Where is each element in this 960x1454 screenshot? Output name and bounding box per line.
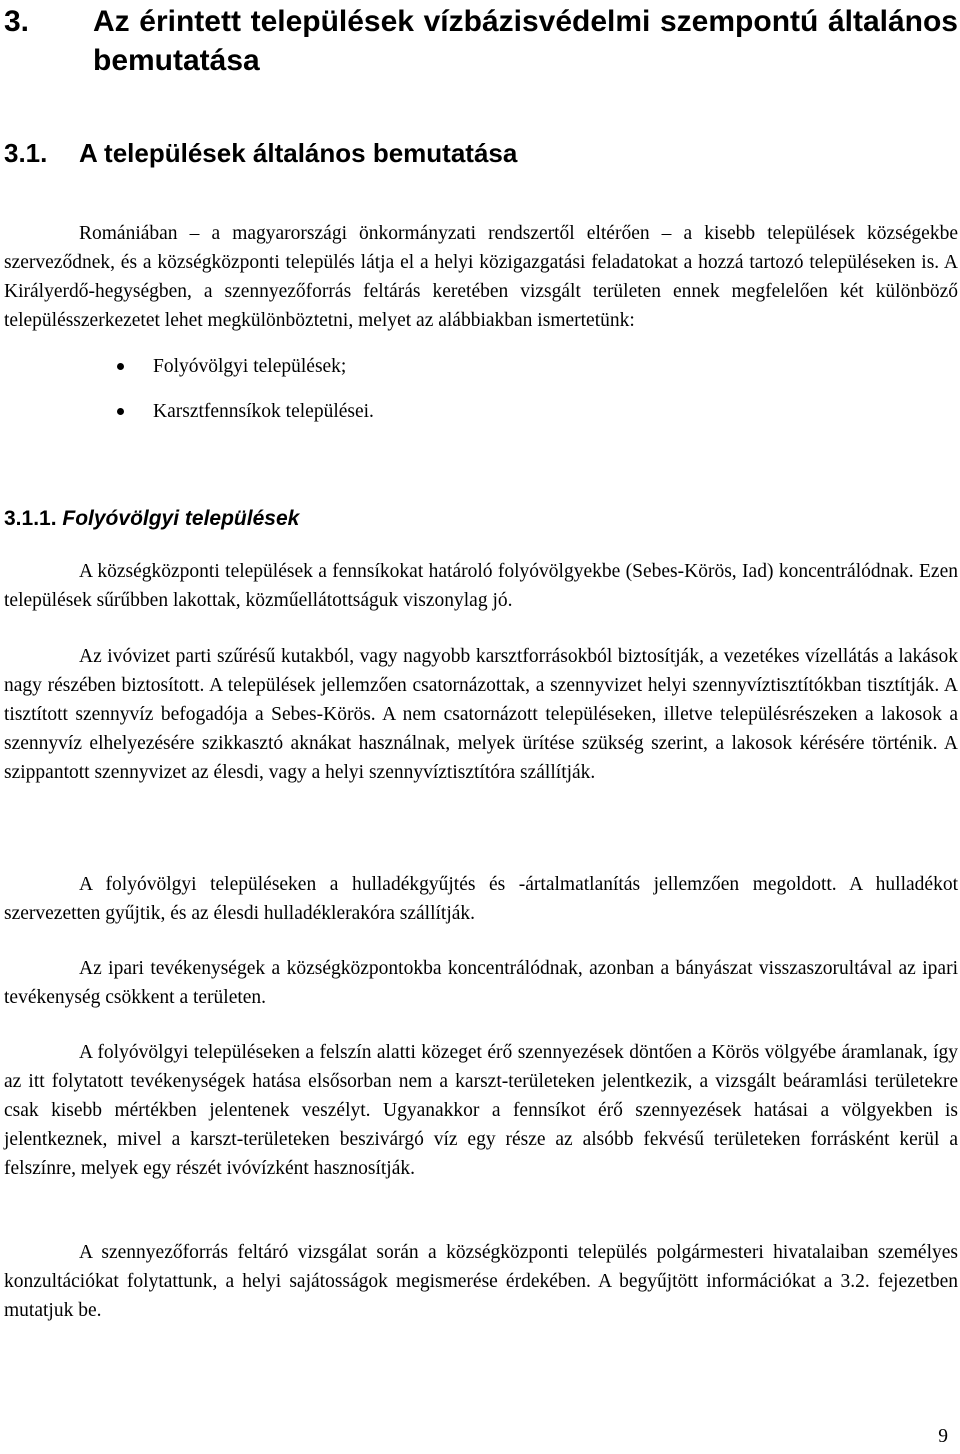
body-paragraph: Az ivóvizet parti szűrésű kutakból, vagy nagyobb karsztforrásokból biztosítják, a vezetékes vízellátás a lakások nagy részében biztosított. A települések jellemzően csatornázottak, a szennyvizet helyi szennyvíztisztítókban tisztítják. A tisztított szennyvíz befogadója a Sebes-Körös. A nem csatornázott településeken, illetve településrészeken a lakosok a szennyvíz elhelyezésére szikkasztó aknákat használnak, melyek ürítése szükség szerint, a lakosok kérésére történik. A szippantott szennyvizet az élesdi, vagy a helyi szennyvíztisztítóra szállítják. (4, 646, 958, 783)
body-paragraph: A községközponti települések a fennsíkokat határoló folyóvölgyekbe (Sebes-Körös, Iad) koncentrálódnak. Ezen települések sűrűbben lakottak, közműellátottságuk viszonylag jó. (4, 561, 958, 611)
bullet-icon (117, 363, 124, 370)
section-number: 3.1. (4, 138, 48, 168)
list-item (4, 397, 958, 442)
list-item-label: Folyóvölgyi települések; (153, 356, 347, 377)
list-item (4, 352, 958, 397)
body-paragraph: A szennyezőforrás feltáró vizsgálat során a községközponti település polgármesteri hivatalaiban személyes konzultációkat folytattunk, a helyi sajátosságok megismerése érdekében. A begyűjtött információkat a 3.2. fejezetben mutatjuk be. (4, 1242, 958, 1321)
chapter-title: Az érintett települések vízbázisvédelmi szempontú általános bemutatása (93, 5, 958, 77)
chapter-number: 3. (4, 5, 30, 38)
intro-paragraph: Romániában – a magyarországi önkormányzati rendszertől eltérően – a kisebb települések községekbe szerveződnek, és a községközponti település látja el a helyi közigazgatási feladatokat a hozzá tartozó településeken is. A Királyerdő-hegységben, a szennyezőforrás feltárás keretében vizsgált területen ennek megfelelően két különböző településszerkezetet lehet megkülönböztetni, melyet az alábbiakban ismertetünk: (4, 223, 958, 331)
bullet-icon (117, 408, 124, 415)
section-title: A települések általános bemutatása (79, 138, 518, 168)
settlement-type-list (4, 352, 958, 442)
subsection-number: 3.1.1. (4, 507, 57, 530)
body-paragraph: Az ipari tevékenységek a községközpontokba koncentrálódnak, azonban a bányászat visszaszorultával az ipari tevékenység csökkent a területen. (4, 958, 958, 1008)
subsection-title: Folyóvölgyi települések (62, 507, 300, 530)
subsection-heading (4, 505, 958, 533)
list-item-label: Karsztfennsíkok települései. (153, 401, 374, 422)
body-paragraph: A folyóvölgyi településeken a felszín alatti közeget érő szennyezések döntően a Körös völgyébe áramlanak, így az itt folytatott tevékenységek hatása elsősorban nem a karszt-területeken jelentkezik, a vizsgált beáramlási területekre csak kisebb mértékben jelentenek veszélyt. Ugyanakkor a fennsíkot érő szennyezések hatásai a völgyekben is jelentkeznek, mivel a karszt-területeken beszivárgó víz egy része az alsóbb fekvésű területeken forrásként kerül a felszínre, melyek egy részét ivóvízként hasznosítják. (4, 1042, 958, 1179)
body-paragraph: A folyóvölgyi településeken a hulladékgyűjtés és -ártalmatlanítás jellemzően megoldott. A hulladékot szervezetten gyűjtik, és az élesdi hulladéklerakóra szállítják. (4, 874, 958, 924)
page-number: 9 (938, 1426, 948, 1447)
